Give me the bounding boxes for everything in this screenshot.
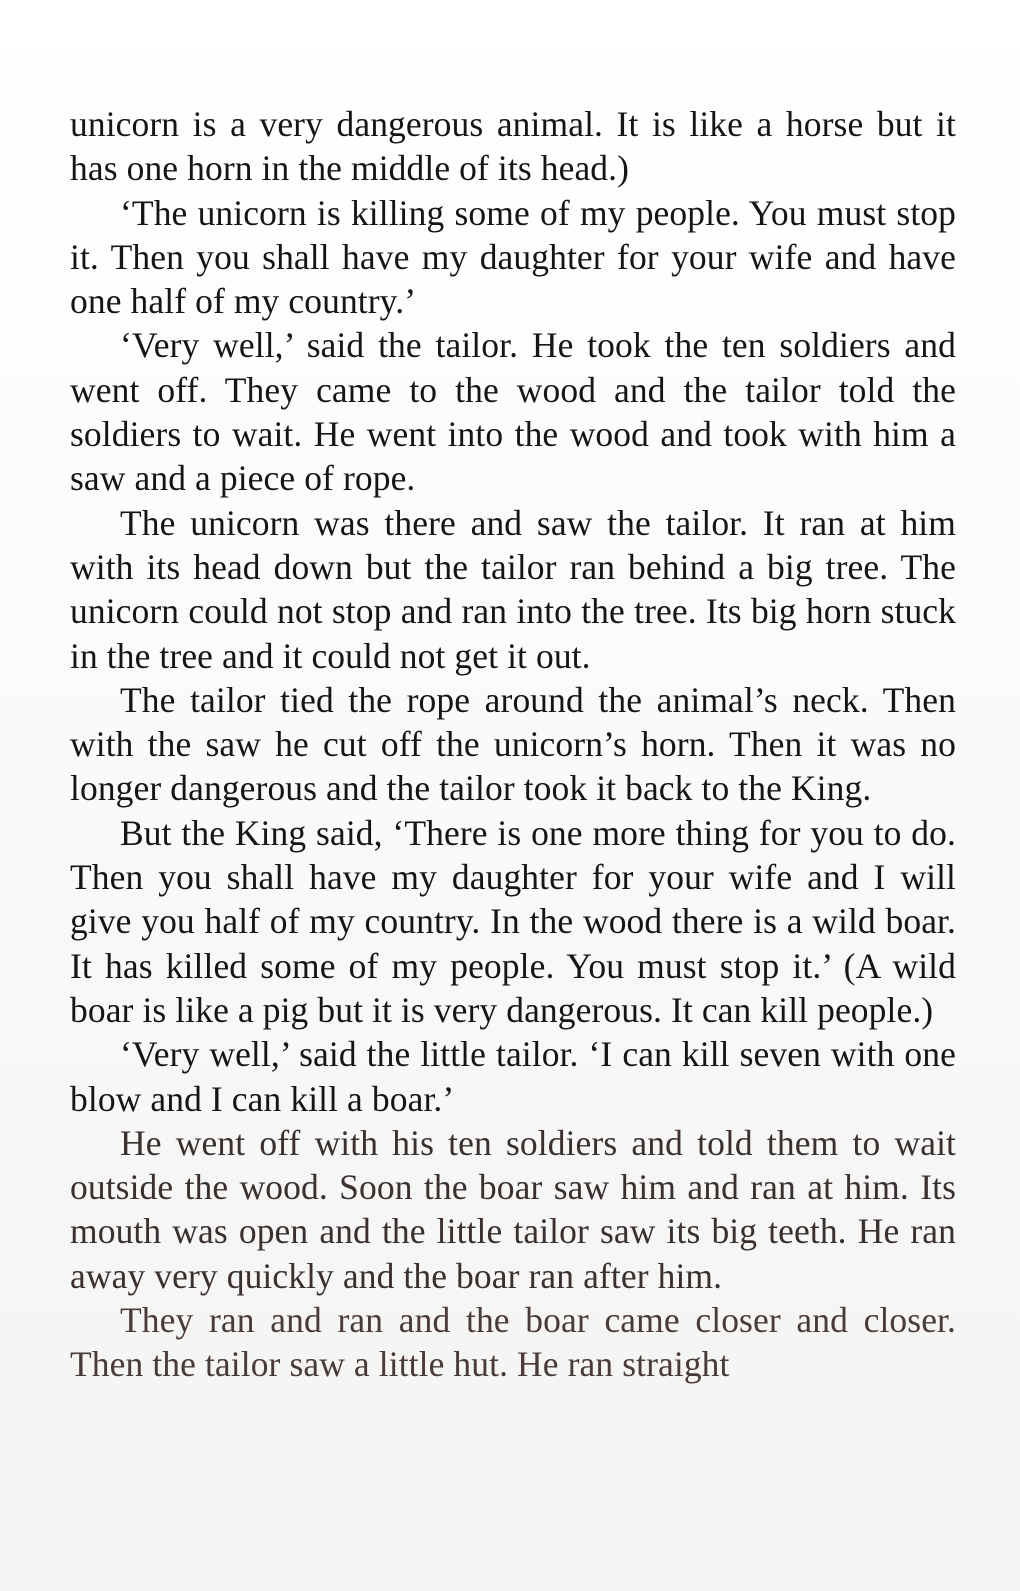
paragraph-9: They ran and ran and the boar came closer and closer. Then the tailor saw a little hut. He ran straight [70,1300,956,1385]
paragraph-2: ‘The unicorn is killing some of my people. You must stop it. Then you shall have my daughter for your wife and have one half of my country.’ [70,192,956,322]
paragraph-6: But the King said, ‘There is one more thing for you to do. Then you shall have my daughter for your wife and I will give you half of my country. In the wood there is a wild boar. It has killed some of my people. You must stop it.’ (A wild boar is like a pig but it is very dangerous. It can kill people.) [70,812,956,1030]
paragraph-7: ‘Very well,’ said the little tailor. ‘I can kill seven with one blow and I can kill a boar.’ [70,1034,956,1119]
paragraph-3: ‘Very well,’ said the tailor. He took the ten soldiers and went off. They came to the wood and the tailor told the soldiers to wait. He went into the wood and took with him a saw and a piece of rope. [70,325,956,499]
paragraph-1: unicorn is a very dangerous animal. It is like a horse but it has one horn in the middle of its head.) [70,104,956,189]
paragraph-8: He went off with his ten soldiers and told them to wait outside the wood. Soon the boar saw him and ran at him. Its mouth was open and the little tailor saw its big teeth. He ran away very quickly and the boar ran after him. [70,1122,956,1296]
paragraph-5: The tailor tied the rope around the animal’s neck. Then with the saw he cut off the unicorn’s horn. Then it was no longer dangerous and the tailor took it back to the King. [70,679,956,809]
page-text [70,102,956,1387]
paragraph-4: The unicorn was there and saw the tailor. It ran at him with its head down but the tailor ran behind a big tree. The unicorn could not stop and ran into the tree. Its big horn stuck in the tree and it could not get it out. [70,502,956,676]
